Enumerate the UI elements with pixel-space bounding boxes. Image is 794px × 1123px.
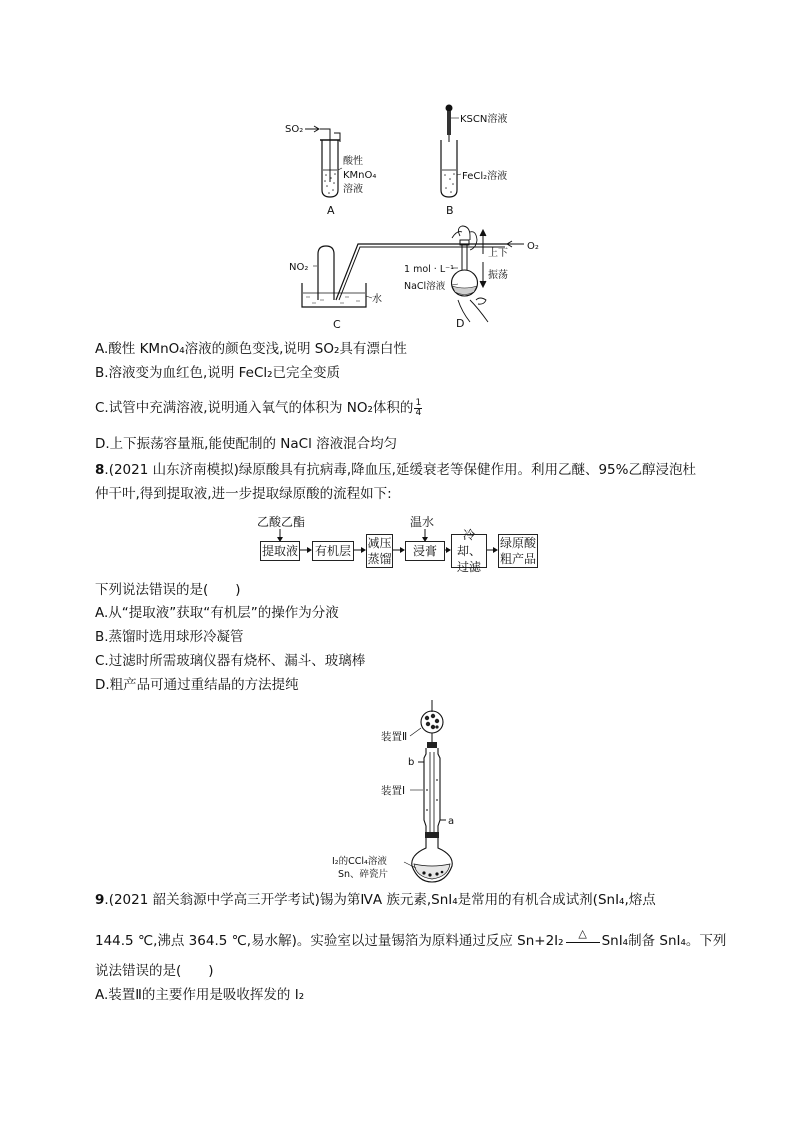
- q8-option-d: D.粗产品可通过重结晶的方法提纯: [95, 677, 299, 693]
- flow-reagent-2: 温水: [410, 515, 435, 529]
- d-action1-label: 上下: [488, 248, 508, 259]
- flow-box-distill: 减压 蒸馏: [367, 536, 392, 566]
- q9-reaction-post: SnI₄制备 SnI₄。下列: [601, 933, 727, 949]
- flow-box-crude-product: 绿原酸 粗产品: [499, 536, 536, 566]
- c-water-label: 水: [372, 294, 382, 305]
- heat-symbol: △: [578, 927, 587, 940]
- q9-reaction-pre: 144.5 ℃,沸点 364.5 ℃,易水解)。实验室以过量锡箔为原料通过反应 Sn+2I₂: [95, 933, 564, 949]
- q8-option-a: A.从“提取液”获取“有机层”的操作为分液: [95, 605, 339, 621]
- q8-source: .(2021 山东济南模拟): [104, 462, 239, 478]
- a-reagent-line1: 酸性: [343, 156, 363, 167]
- q9-stem-line3: 说法错误的是( ): [95, 963, 214, 979]
- q8-stem-line2: 仲干叶,得到提取液,进一步提取绿原酸的流程如下:: [95, 486, 392, 502]
- q8-option-c: C.过滤时所需玻璃仪器有烧杯、漏斗、玻璃棒: [95, 653, 366, 669]
- flask-label-2: Sn、碎瓷片: [338, 869, 389, 880]
- q8-number: 8: [95, 462, 105, 478]
- q8-stem-line1: [95, 460, 696, 480]
- device-1-condenser: [381, 748, 454, 832]
- apparatus-figure-ab: [0, 0, 794, 230]
- device-2-label: 装置Ⅱ: [381, 731, 408, 743]
- q7-option-c-text: C.试管中充满溶液,说明通入氧气的体积为 NO₂体积的: [95, 400, 414, 416]
- flow-box-extract: 提取液: [260, 541, 300, 561]
- a-gas-label: SO₂: [285, 124, 304, 135]
- a-reagent-line3: 溶液: [343, 184, 363, 195]
- q7-option-d: D.上下振荡容量瓶,能使配制的 NaCl 溶液混合均匀: [95, 436, 398, 452]
- b-tube-label: FeCl₂溶液: [462, 171, 508, 182]
- apparatus-figure-q9: [0, 695, 794, 885]
- c-oxygen-label: O₂: [527, 241, 539, 252]
- d-soln-label: NaCl溶液: [404, 281, 446, 292]
- q8-option-b: B.蒸馏时选用球形冷凝管: [95, 629, 244, 645]
- apparatus-a: [285, 124, 376, 217]
- q7-option-b: B.溶液变为血红色,说明 FeCl₂已完全变质: [95, 365, 341, 381]
- d-action2-label: 振荡: [488, 270, 508, 281]
- port-b-label: b: [408, 757, 415, 768]
- apparatus-d: [404, 226, 508, 330]
- q8-stem-text: 绿原酸具有抗病毒,降血压,延缓衰老等保健作用。利用乙醚、95%乙醇浸泡杜: [238, 462, 696, 478]
- a-label: A: [327, 204, 335, 217]
- port-a-label: a: [448, 816, 455, 827]
- q9-number: 9: [95, 892, 105, 908]
- fraction-one-quarter: $\frac{1}{4}$: [415, 397, 422, 418]
- q9-stem-line1: [95, 890, 656, 910]
- q7-option-a: A.酸性 KMnO₄溶液的颜色变浅,说明 SO₂具有漂白性: [95, 341, 407, 357]
- flow-box-extractum: 浸膏: [405, 541, 445, 561]
- round-bottom-flask: [332, 832, 452, 882]
- d-conc-label: 1 mol · L⁻¹: [404, 264, 454, 275]
- q7-option-c: [95, 398, 423, 418]
- q9-stem-line2: [95, 927, 727, 951]
- flow-box-organic-layer: 有机层: [312, 541, 354, 561]
- q9-option-a: A.装置Ⅱ的主要作用是吸收挥发的 I₂: [95, 987, 305, 1003]
- c-label: C: [333, 318, 341, 331]
- b-dropper-label: KSCN溶液: [460, 114, 508, 125]
- device-1-label: 装置Ⅰ: [381, 785, 406, 797]
- b-label: B: [446, 204, 454, 217]
- flow-box-cool-filter: 冷却、 过滤: [451, 534, 487, 568]
- d-label: D: [456, 317, 465, 330]
- reaction-condition-arrow: [564, 927, 602, 951]
- flow-arrows: [0, 525, 794, 585]
- q8-question: 下列说法错误的是( ): [95, 582, 241, 598]
- apparatus-b: [441, 105, 507, 218]
- flask-label-1: I₂的CCl₄溶液: [332, 856, 387, 867]
- a-reagent-line2: KMnO₄: [343, 170, 377, 181]
- apparatus-figure-cd: [0, 225, 794, 335]
- flow-reagent-1: 乙酸乙酯: [257, 515, 306, 529]
- device-2-drying-tube: [381, 700, 443, 748]
- q9-stem-text: .(2021 韶关翁源中学高三开学考试)锡为第ⅣA 族元素,SnI₄是常用的有机合成试剂(SnI₄,熔点: [104, 892, 656, 908]
- c-no2-label: NO₂: [289, 262, 309, 273]
